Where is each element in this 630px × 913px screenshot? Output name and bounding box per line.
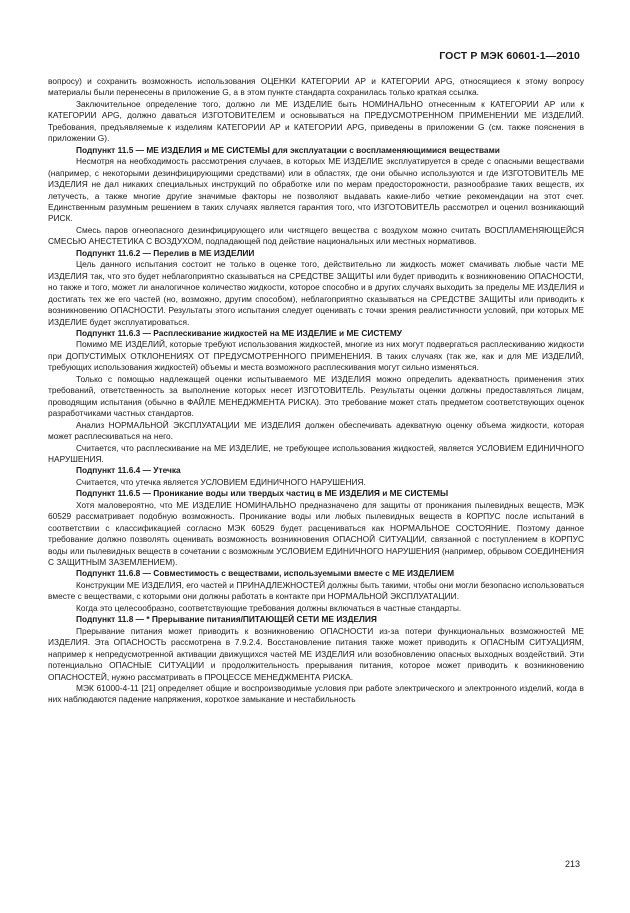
body-paragraph: Цель данного испытания состоит не только в оценке того, действительно ли жидкость может смачивать любые части МЕ ИЗДЕЛИЯ так, что это будет неблагоприятно сказываться на СРЕДСТВЕ ЗАЩИТЫ или будет приводить к возникновению ОПАСНОСТИ, но также и того, может ли аналогичное количество жидкости, которое способно и в других случаях выходить за пределы МЕ ИЗДЕЛИЯ и достигать тех же его частей (но, возможно, другим способом), неблагоприятно сказываться на СРЕДСТВЕ ЗАЩИТЫ или приводить к возникновению ОПАСНОСТИ. Результаты этого испытания следует оценивать с точки зрения реалистичности условий, при которых МЕ ИЗДЕЛИЕ будет эксплуатироваться. xyxy=(48,259,584,327)
section-heading: Подпункт 11.6.8 — Совместимость с веществами, используемыми вместе с МЕ ИЗДЕЛИЕМ xyxy=(76,568,455,579)
body-paragraph: Заключительное определение того, должно ли МЕ ИЗДЕЛИЕ быть НОМИНАЛЬНО отнесенным к КАТЕГОРИИ АР или к КАТЕГОРИИ APG, должно даваться ИЗГОТОВИТЕЛЕМ и основываться на ПРЕДУСМОТРЕННОМ ПРИМЕНЕНИИ МЕ ИЗДЕЛИЙ. Требования, предъявляемые к изделиям КАТЕГОРИИ АР и КАТЕГОРИИ APG, приведены в приложении G (см. также пояснения в приложении G). xyxy=(48,98,584,144)
body-paragraph: Несмотря на необходимость рассмотрения случаев, в которых МЕ ИЗДЕЛИЕ эксплуатируется в среде с опасными веществами (например, с некоторыми дезинфицирующими средствами) или в областях, где они обычно используются и где ИЗГОТОВИТЕЛЬ МЕ ИЗДЕЛИЯ не дал никаких специальных инструкций по обработке или по мерам предосторожности, разнообразие таких веществ, их летучесть, а также многие другие значимые факторы не позволяют выдавать какие-либо четкие рекомендации на этот счет. Единственным разумным решением в таких случаях является гарантия того, что ИЗГОТОВИТЕЛЬ рассмотрел и оценил возникающий РИСК. xyxy=(48,156,584,224)
body-paragraph: Хотя маловероятно, что МЕ ИЗДЕЛИЕ НОМИНАЛЬНО предназначено для защиты от проникания пылевидных веществ, МЭК 60529 рассматривает подобную возможность. Проникание воды или любых пылевидных веществ в КОРПУС после испытаний в соответствии с классификацией согласно МЭК 60529 будет расцениваться как НОРМАЛЬНОЕ СОСТОЯНИЕ. Поэтому данное требование должно позволять оценивать возможность возникновения ОПАСНОЙ СИТУАЦИИ, связанной с поступлением в КОРПУС воды или пылевидных веществ в сочетании с возможным УСЛОВИЕМ ЕДИНИЧНОГО НАРУШЕНИЯ (например, обрывом СОЕДИНЕНИЯ С ЗАЩИТНЫМ ЗАЗЕМЛЕНИЕМ). xyxy=(48,499,584,568)
body-paragraph: вопросу) и сохранить возможность использования ОЦЕНКИ КАТЕГОРИИ АР и КАТЕГОРИИ APG, относящиеся к этому вопросу материалы были перенесены в приложение G, а в этом пункте стандарта сохранилась только краткая ссылка. xyxy=(48,76,584,98)
body-paragraph: Только с помощью надлежащей оценки испытываемого МЕ ИЗДЕЛИЯ можно определить адекватность применения этих требований, ответственность за выполнение которых несет ИЗГОТОВИТЕЛЬ. Результаты оценки должны предоставляться лицам, проводящим испытания (обычно в ФАЙЛЕ МЕНЕДЖМЕНТА РИСКА). Это требование может стать предметом соответствующих оценок разработчиками частных стандартов. xyxy=(48,373,584,419)
body-paragraph: МЭК 61000-4-11 [21] определяет общие и воспроизводимые условия при работе электрического и электронного изделий, когда в них наблюдаются падение напряжения, короткое замыкание и нестабильность xyxy=(48,683,584,705)
body-paragraph: Когда это целесообразно, соответствующие требования должны включаться в частные стандарты. xyxy=(76,602,462,613)
section-heading: Подпункт 11.6.5 — Проникание воды или твердых частиц в МЕ ИЗДЕЛИЯ и МЕ СИСТЕМЫ xyxy=(76,488,449,499)
page-number: 213 xyxy=(564,859,580,869)
section-heading: Подпункт 11.5 — МЕ ИЗДЕЛИЯ и МЕ СИСТЕМЫ для эксплуатации с воспламеняющимися веществами xyxy=(76,144,500,155)
body-paragraph: Помимо МЕ ИЗДЕЛИЙ, которые требуют использования жидкостей, многие из них могут подвергаться расплескиванию жидкости при ДОПУСТИМЫХ ОТКЛОНЕНИЯХ ОТ ПРЕДУСМОТРЕННОГО ПРИМЕНЕНИЯ. В таких случаях (так же, как и для МЕ ИЗДЕЛИЙ, требующих использования жидкостей) объемы и места возможного расплескивания могут сильно изменяться. xyxy=(48,339,584,373)
body-paragraph: Смесь паров огнеопасного дезинфицирующего или чистящего вещества с воздухом можно считать ВОСПЛАМЕНЯЮЩЕЙСЯ СМЕСЬЮ АНЕСТЕТИКА С ВОЗДУХОМ, подпадающей под действие национальных или местных нормативов. xyxy=(48,224,584,247)
body-paragraph: Анализ НОРМАЛЬНОЙ ЭКСПЛУАТАЦИИ МЕ ИЗДЕЛИЯ должен обеспечивать адекватную оценку объема жидкости, которая может расплескиваться на него. xyxy=(48,419,584,442)
body-paragraph: Прерывание питания может приводить к возникновению ОПАСНОСТИ из-за потери функциональных возможностей МЕ ИЗДЕЛИЯ. Эта ОПАСНОСТЬ рассмотрена в 7.9.2.4. Восстановление питания также может приводить к ОПАСНЫМ СИТУАЦИЯМ, например к непредусмотренной активации движущихся частей МЕ ИЗДЕЛИЯ или возобновлению опасных выходных воздействий. Эти потенциально ОПАСНЫЕ СИТУАЦИИ и продолжительность прерывания питания, которое может приводить к возникновению ОПАСНОСТЕЙ, нужно рассматривать в ПРОЦЕССЕ МЕНЕДЖМЕНТА РИСКА. xyxy=(48,625,584,682)
section-heading: Подпункт 11.6.2 — Перелив в МЕ ИЗДЕЛИИ xyxy=(76,247,255,258)
body-paragraph: Считается, что расплескивание на МЕ ИЗДЕЛИЕ, не требующее использования жидкостей, является УСЛОВИЕМ ЕДИНИЧНОГО НАРУШЕНИЯ. xyxy=(48,442,584,464)
body-paragraph: Считается, что утечка является УСЛОВИЕМ ЕДИНИЧНОГО НАРУШЕНИЯ. xyxy=(76,476,366,487)
section-heading: Подпункт 11.6.4 — Утечка xyxy=(76,465,181,476)
section-heading: Подпункт 11.8 — * Прерывание питания/ПИТАЮЩЕЙ СЕТИ МЕ ИЗДЕЛИЯ xyxy=(76,614,377,625)
section-heading: Подпункт 11.6.3 — Расплескивание жидкостей на МЕ ИЗДЕЛИЕ и МЕ СИСТЕМУ xyxy=(76,327,402,338)
body-paragraph: Конструкции МЕ ИЗДЕЛИЯ, его частей и ПРИНАДЛЕЖНОСТЕЙ должны быть такими, чтобы они могли безопасно использоваться вместе с веществами, с которыми они должны работать в контакте при НОРМАЛЬНОЙ ЭКСПЛУАТАЦИИ. xyxy=(48,579,584,602)
standard-header: ГОСТ Р МЭК 60601-1—2010 xyxy=(439,50,580,62)
document-body xyxy=(48,76,584,706)
